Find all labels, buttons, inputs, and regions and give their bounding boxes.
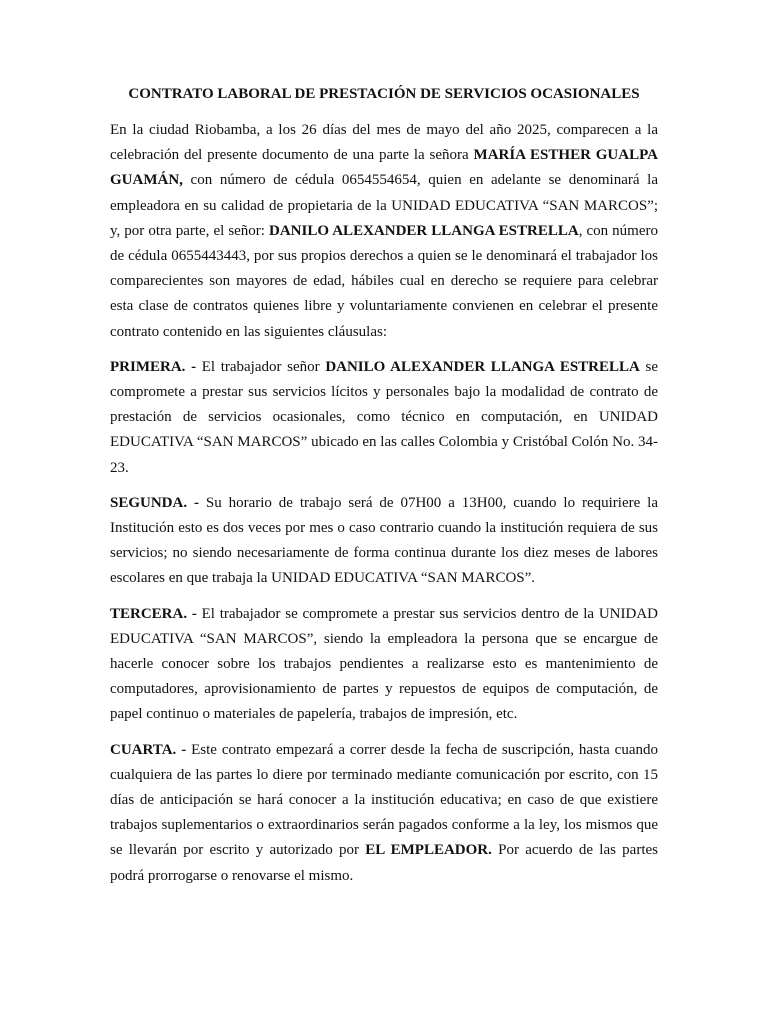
- intro-text-1: En la ciudad Riobamba, a los 26 días del mes de mayo del año 2025, comparecen a la celebración del presente documento de una parte la señora: [110, 122, 658, 164]
- intro-text-3: , con número de cédula 0655443443, por sus propios derechos a quien se le denominará el trabajador los comparecientes son mayores de edad, hábiles cual en derecho se requiere para celebrar esta clase de contratos quienes libre y voluntariamente convienen en celebrar el presente contrato contenido en las siguientes cláusulas:: [110, 222, 658, 340]
- clause-cuarta-text-2: Por acuerdo de las partes podrá prorrogarse o renovarse el mismo.: [110, 842, 658, 884]
- clause-primera-text-2: se compromete a prestar sus servicios lícitos y personales bajo la modalidad de contrato de prestación de servicios ocasionales, como técnico en computación, en UNIDAD EDUCATIVA “SAN MARCOS” ubicado en las calles Colombia y Cristóbal Colón No. 34-23.: [110, 358, 659, 476]
- clause-tercera-heading: TERCERA. -: [110, 605, 197, 622]
- clause-tercera-text: El trabajador se compromete a prestar sus servicios dentro de la UNIDAD EDUCATIVA “SAN MARCOS”, siendo la empleadora la persona que se encargue de hacerle conocer sobre los trabajos pendientes a realizarse esto es mantenimiento de computadores, aprovisionamiento de partes y repuestos de equipos de computación, de papel continuo o materiales de papelería, trabajos de impresión, etc.: [110, 605, 658, 723]
- intro-text-2: con número de cédula 0654554654, quien en adelante se denominará la empleadora en su calidad de propietaria de la UNIDAD EDUCATIVA “SAN MARCOS”; y, por otra parte, el señor:: [110, 172, 658, 239]
- clause-primera-heading: PRIMERA. -: [110, 358, 197, 375]
- clause-segunda-text: Su horario de trabajo será de 07H00 a 13H00, cuando lo requiriere la Institución esto es dos veces por mes o caso contrario cuando la institución requiera de sus servicios; no siendo necesariamente de forma continua durante los diez meses de labores escolares en que trabaja la UNIDAD EDUCATIVA “SAN MARCOS”.: [110, 494, 658, 587]
- intro-paragraph: [110, 118, 658, 345]
- clause-primera: [110, 355, 658, 481]
- clause-cuarta: [110, 738, 658, 889]
- clause-cuarta-employer: EL EMPLEADOR.: [365, 842, 492, 859]
- employer-name: MARÍA ESTHER GUALPA GUAMÁN,: [110, 147, 658, 189]
- document-page: [110, 84, 658, 889]
- clause-primera-text-1: El trabajador señor: [196, 358, 326, 375]
- clause-primera-worker-name: DANILO ALEXANDER LLANGA ESTRELLA: [325, 358, 640, 375]
- clause-cuarta-text-1: Este contrato empezará a correr desde la fecha de suscripción, hasta cuando cualquiera de las partes lo diere por terminado mediante comunicación por escrito, con 15 días de anticipación se hará conocer a la institución educativa; en caso de que existiere trabajos suplementarios o extraordinarios serán pagados conforme a la ley, los mismos que se llevarán por escrito y autorizado por: [110, 741, 658, 859]
- clause-cuarta-heading: CUARTA. -: [110, 741, 187, 758]
- clause-segunda: [110, 491, 658, 592]
- clause-segunda-heading: SEGUNDA. -: [110, 494, 199, 511]
- clause-tercera: [110, 602, 658, 728]
- document-title: CONTRATO LABORAL DE PRESTACIÓN DE SERVICIOS OCASIONALES: [128, 86, 640, 102]
- worker-name: DANILO ALEXANDER LLANGA ESTRELLA: [269, 222, 579, 239]
